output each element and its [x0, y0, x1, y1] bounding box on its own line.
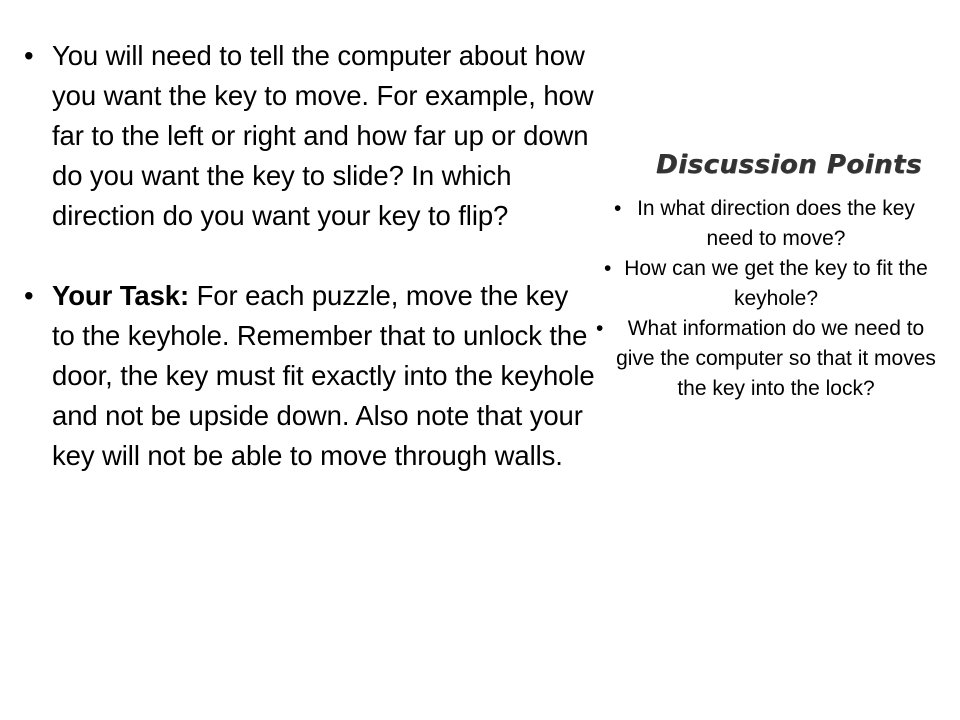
discussion-item-text: In what direction does the key need to move? — [637, 197, 915, 250]
bullet-marker: • — [614, 197, 622, 220]
discussion-item-text: How can we get the key to fit the keyhole? — [624, 257, 928, 310]
discussion-item — [596, 314, 956, 404]
bullet-marker: • — [24, 280, 34, 311]
discussion-list — [596, 194, 956, 404]
discussion-points-panel — [596, 150, 956, 404]
bullet-your-task — [18, 276, 598, 476]
discussion-item-text: What information do we need to give the computer so that it moves the key into the lock? — [616, 317, 936, 400]
main-bullet-list — [18, 36, 598, 476]
bullet-marker: • — [604, 257, 612, 280]
bullet-marker: • — [596, 317, 604, 340]
task-label: Your Task: — [52, 280, 190, 311]
discussion-heading: Discussion Points — [656, 150, 922, 180]
bullet-instructions — [18, 36, 598, 236]
discussion-item — [596, 194, 956, 254]
bullet-marker: • — [24, 40, 34, 71]
discussion-item — [596, 254, 956, 314]
bullet-text: For each puzzle, move the key to the keyhole. Remember that to unlock the door, the key must fit exactly into the keyhole and not be upside down. Also note that your key will not be able to move through walls. — [52, 280, 595, 471]
bullet-text: You will need to tell the computer about how you want the key to move. For example, how far to the left or right and how far up or down do you want the key to slide? In which direction do you want your key to flip? — [52, 40, 594, 231]
